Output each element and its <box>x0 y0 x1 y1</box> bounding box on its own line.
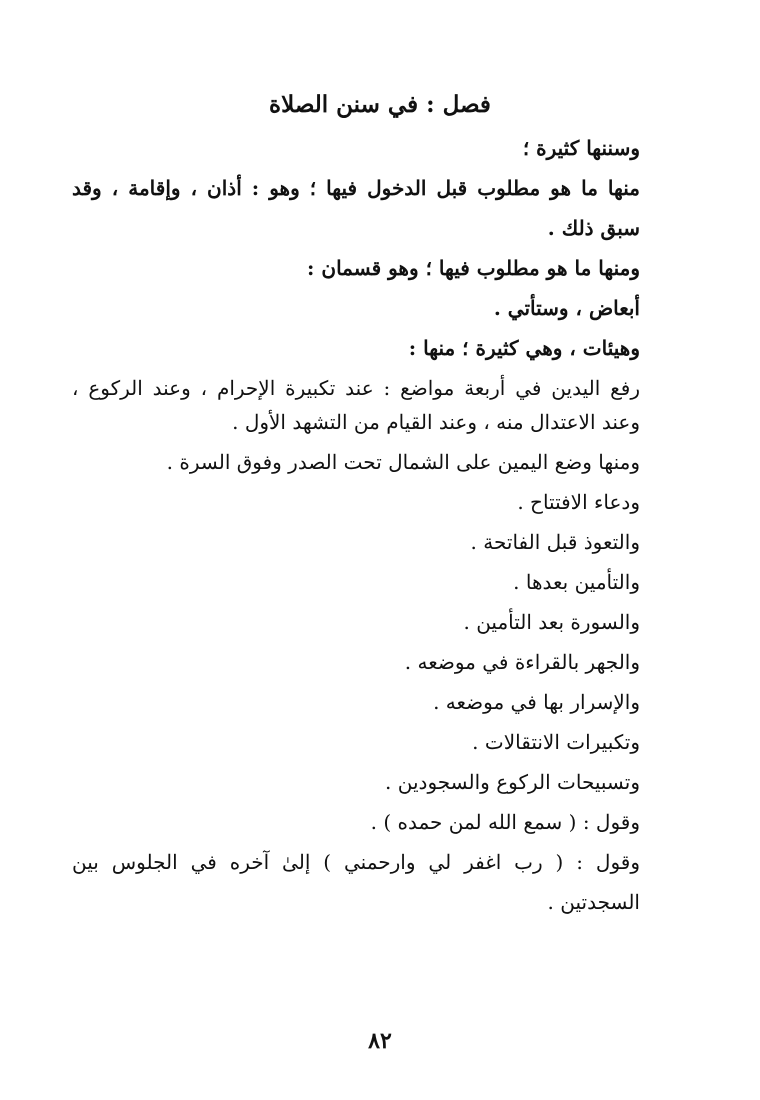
paragraph-7: ومنها وضع اليمين على الشمال تحت الصدر وفوق السرة . <box>166 450 640 474</box>
paragraph-15: وتسبيحات الركوع والسجودين . <box>385 770 640 794</box>
page-body <box>72 128 640 922</box>
paragraph-17: وقول : ( رب اغفر لي وارحمني ) إلىٰ آخره في الجلوس بين السجدتين . <box>72 850 640 914</box>
paragraph-1: وسننها كثيرة ؛ <box>522 136 640 160</box>
paragraph-16: وقول : ( سمع الله لمن حمده ) . <box>370 810 640 834</box>
paragraph-3: ومنها ما هو مطلوب فيها ؛ وهو قسمان : <box>307 256 640 280</box>
chapter-heading: فصل : في سنن الصلاة <box>269 91 491 118</box>
paragraph-11: والسورة بعد التأمين . <box>463 610 640 634</box>
paragraph-12: والجهر بالقراءة في موضعه . <box>404 650 640 674</box>
page-number: ٨٢ <box>368 1028 392 1054</box>
paragraph-10: والتأمين بعدها . <box>513 570 640 594</box>
paragraph-13: والإسرار بها في موضعه . <box>433 690 640 714</box>
paragraph-14: وتكبيرات الانتقالات . <box>472 730 640 754</box>
paragraph-9: والتعوذ قبل الفاتحة . <box>470 530 640 554</box>
paragraph-4: أبعاض ، وستأتي . <box>493 296 640 320</box>
paragraph-2: منها ما هو مطلوب قبل الدخول فيها ؛ وهو : أذان ، وإقامة ، وقد سبق ذلك . <box>72 176 640 240</box>
paragraph-5: وهيئات ، وهي كثيرة ؛ منها : <box>408 336 640 360</box>
paragraph-6: رفع اليدين في أربعة مواضع : عند تكبيرة الإحرام ، وعند الركوع ، وعند الاعتدال منه ، وعند القيام من التشهد الأول . <box>72 376 640 434</box>
paragraph-8: ودعاء الافتتاح . <box>517 490 640 514</box>
